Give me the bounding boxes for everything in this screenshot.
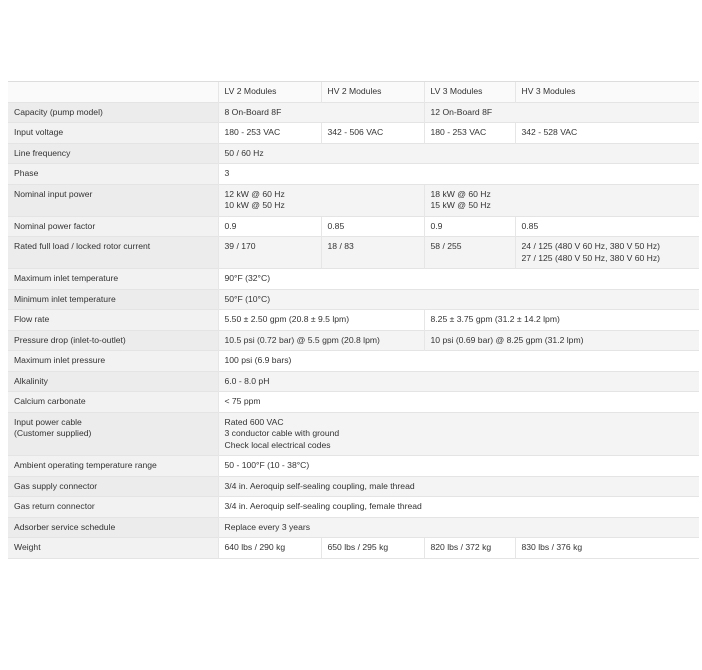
row-nominal-input-power	[8, 184, 699, 216]
row-label: Flow rate	[8, 310, 218, 331]
row-pressure-drop	[8, 330, 699, 351]
row-rated-current	[8, 237, 699, 269]
value-cell: 650 lbs / 295 kg	[321, 538, 424, 559]
value-cell: 10.5 psi (0.72 bar) @ 5.5 gpm (20.8 lpm)	[218, 330, 424, 351]
row-flow-rate	[8, 310, 699, 331]
row-max-inlet-pressure	[8, 351, 699, 372]
value-cell: 342 - 528 VAC	[515, 123, 699, 144]
value-cell: 820 lbs / 372 kg	[424, 538, 515, 559]
row-label: Maximum inlet temperature	[8, 269, 218, 290]
value-cell: < 75 ppm	[218, 392, 699, 413]
value-line: 10 kW @ 50 Hz	[224, 200, 285, 210]
value-cell: 10 psi (0.69 bar) @ 8.25 gpm (31.2 lpm)	[424, 330, 699, 351]
value-cell: 180 - 253 VAC	[424, 123, 515, 144]
row-label: Weight	[8, 538, 218, 559]
value-line: 15 kW @ 50 Hz	[430, 200, 491, 210]
value-cell: 90°F (32°C)	[218, 269, 699, 290]
value-cell: 50°F (10°C)	[218, 289, 699, 310]
header-lv2: LV 2 Modules	[218, 82, 321, 103]
value-cell: 50 / 60 Hz	[218, 143, 699, 164]
label-line: Input power cable	[14, 416, 82, 427]
row-label: Nominal power factor	[8, 216, 218, 237]
value-cell: 180 - 253 VAC	[218, 123, 321, 144]
row-label: Line frequency	[8, 143, 218, 164]
value-cell	[424, 184, 699, 216]
value-line: 3 conductor cable with ground	[224, 428, 340, 438]
value-line: Rated 600 VAC	[224, 416, 284, 427]
row-label: Capacity (pump model)	[8, 102, 218, 123]
value-cell: 342 - 506 VAC	[321, 123, 424, 144]
value-cell: 50 - 100°F (10 - 38°C)	[218, 456, 699, 477]
value-line: Check local electrical codes	[224, 439, 331, 450]
value-cell: 5.50 ± 2.50 gpm (20.8 ± 9.5 lpm)	[218, 310, 424, 331]
value-cell: 830 lbs / 376 kg	[515, 538, 699, 559]
row-ambient-temp	[8, 456, 699, 477]
value-cell: 8.25 ± 3.75 gpm (31.2 ± 14.2 lpm)	[424, 310, 699, 331]
row-input-power-cable	[8, 412, 699, 456]
row-label: Rated full load / locked rotor current	[8, 237, 218, 269]
row-gas-return	[8, 497, 699, 518]
row-label: Calcium carbonate	[8, 392, 218, 413]
value-cell: 12 On-Board 8F	[424, 102, 699, 123]
row-label	[8, 412, 218, 456]
value-cell: 18 / 83	[321, 237, 424, 269]
value-line: 27 / 125 (480 V 50 Hz, 380 V 60 Hz)	[521, 252, 661, 263]
label-line: (Customer supplied)	[14, 428, 92, 438]
value-cell: 6.0 - 8.0 pH	[218, 371, 699, 392]
header-lv3: LV 3 Modules	[424, 82, 515, 103]
header-hv3: HV 3 Modules	[515, 82, 699, 103]
value-line: 24 / 125 (480 V 60 Hz, 380 V 50 Hz)	[521, 241, 661, 251]
value-cell: 58 / 255	[424, 237, 515, 269]
row-label: Ambient operating temperature range	[8, 456, 218, 477]
value-cell	[218, 412, 699, 456]
header-blank	[8, 82, 218, 103]
row-label: Maximum inlet pressure	[8, 351, 218, 372]
value-cell: 39 / 170	[218, 237, 321, 269]
header-row	[8, 82, 699, 103]
value-cell	[218, 184, 424, 216]
row-alkalinity	[8, 371, 699, 392]
value-line: 18 kW @ 60 Hz	[430, 188, 491, 199]
row-input-voltage	[8, 123, 699, 144]
specifications-table	[8, 81, 699, 559]
row-label: Nominal input power	[8, 184, 218, 216]
value-cell	[515, 237, 699, 269]
row-label: Gas supply connector	[8, 476, 218, 497]
value-cell: 8 On-Board 8F	[218, 102, 424, 123]
row-weight	[8, 538, 699, 559]
value-cell: 0.9	[424, 216, 515, 237]
row-max-inlet-temp	[8, 269, 699, 290]
row-label: Gas return connector	[8, 497, 218, 518]
row-label: Input voltage	[8, 123, 218, 144]
row-min-inlet-temp	[8, 289, 699, 310]
value-cell: 0.85	[321, 216, 424, 237]
row-label: Phase	[8, 164, 218, 185]
value-cell: 0.85	[515, 216, 699, 237]
value-cell: 640 lbs / 290 kg	[218, 538, 321, 559]
row-capacity	[8, 102, 699, 123]
row-label: Alkalinity	[8, 371, 218, 392]
row-label: Minimum inlet temperature	[8, 289, 218, 310]
row-phase	[8, 164, 699, 185]
value-cell: 100 psi (6.9 bars)	[218, 351, 699, 372]
value-cell: 3	[218, 164, 699, 185]
row-power-factor	[8, 216, 699, 237]
row-label: Pressure drop (inlet-to-outlet)	[8, 330, 218, 351]
row-line-frequency	[8, 143, 699, 164]
row-gas-supply	[8, 476, 699, 497]
value-cell: 3/4 in. Aeroquip self-sealing coupling, female thread	[218, 497, 699, 518]
value-cell: 3/4 in. Aeroquip self-sealing coupling, male thread	[218, 476, 699, 497]
row-label: Adsorber service schedule	[8, 517, 218, 538]
value-line: 12 kW @ 60 Hz	[224, 188, 285, 199]
value-cell: Replace every 3 years	[218, 517, 699, 538]
header-hv2: HV 2 Modules	[321, 82, 424, 103]
value-cell: 0.9	[218, 216, 321, 237]
row-calcium-carbonate	[8, 392, 699, 413]
row-adsorber	[8, 517, 699, 538]
